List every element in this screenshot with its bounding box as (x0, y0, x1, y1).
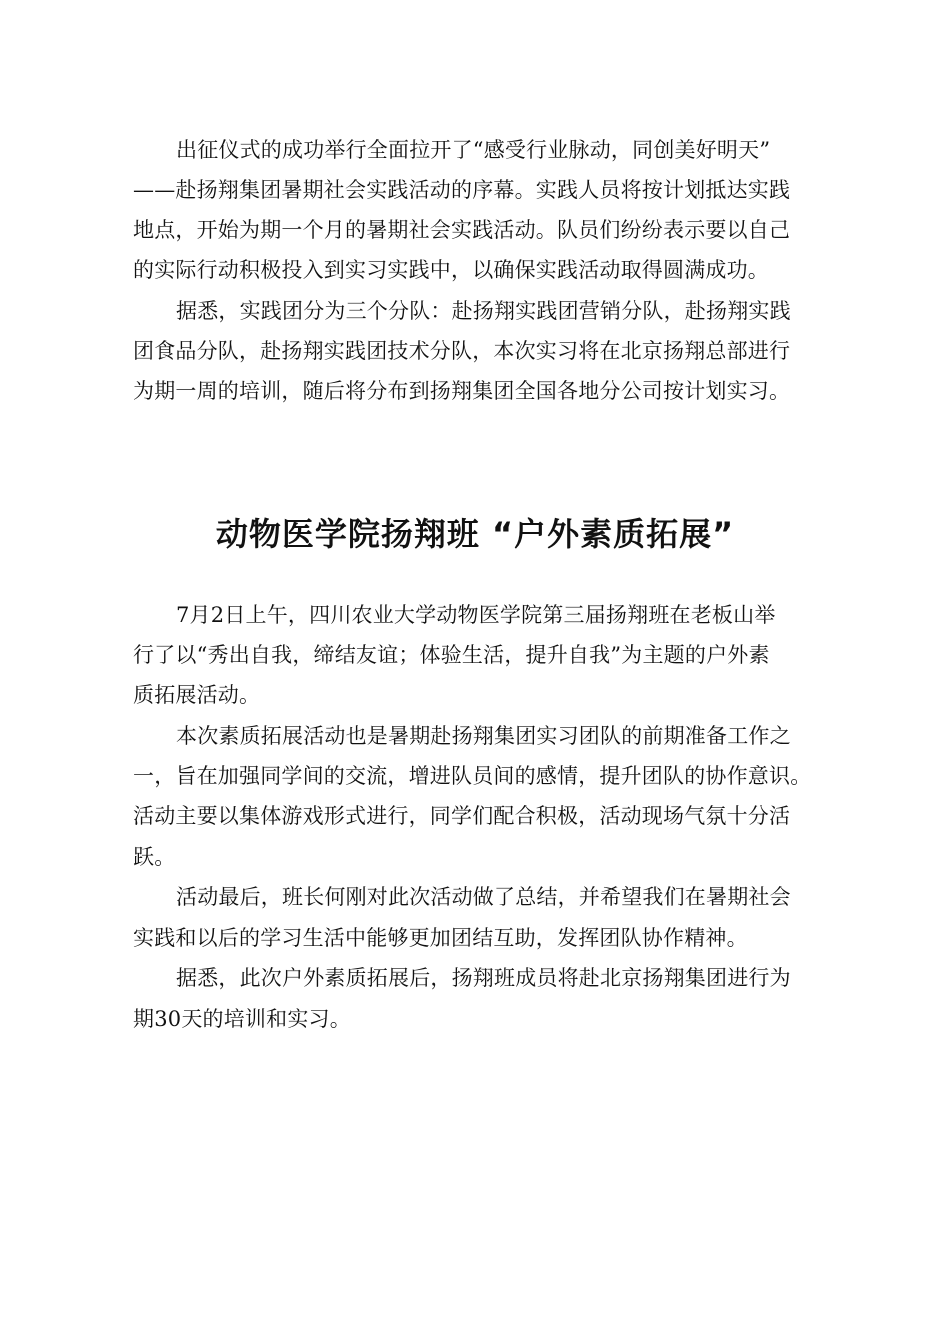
paragraph-line: 期30天的培训和实习。 (133, 1007, 351, 1031)
section-title: 动物医学院扬翔班 “户外素质拓展” (215, 515, 735, 553)
paragraph-line: 本次素质拓展活动也是暑期赴扬翔集团实习团队的前期准备工作之 (176, 724, 791, 748)
paragraph-line: 一，旨在加强同学间的交流，增进队员间的感情，提升团队的协作意识。 (133, 764, 812, 788)
paragraph-line: 质拓展活动。 (133, 683, 261, 707)
paragraph-line: 实践和以后的学习生活中能够更加团结互助，发挥团队协作精神。 (133, 926, 748, 950)
paragraph-line: 为期一周的培训，随后将分布到扬翔集团全国各地分公司按计划实习。 (133, 379, 791, 403)
paragraph-line: 出征仪式的成功举行全面拉开了“感受行业脉动，同创美好明天” (176, 138, 771, 162)
paragraph-line: 行了以“秀出自我，缔结友谊；体验生活，提升自我”为主题的户外素 (133, 643, 770, 667)
paragraph-line: 跃。 (133, 845, 176, 869)
paragraph-line: 7月2日上午，四川农业大学动物医学院第三届扬翔班在老板山举 (176, 603, 776, 627)
paragraph-line: 活动主要以集体游戏形式进行，同学们配合积极，活动现场气氛十分活 (133, 804, 791, 828)
paragraph-line: 据悉，实践团分为三个分队：赴扬翔实践团营销分队，赴扬翔实践 (176, 299, 791, 323)
paragraph-line: 团食品分队，赴扬翔实践团技术分队，本次实习将在北京扬翔总部进行 (133, 339, 791, 363)
paragraph-line: 活动最后，班长何刚对此次活动做了总结，并希望我们在暑期社会 (176, 885, 791, 909)
paragraph-line: 地点，开始为期一个月的暑期社会实践活动。队员们纷纷表示要以自己 (133, 218, 791, 242)
paragraph-line: 据悉，此次户外素质拓展后，扬翔班成员将赴北京扬翔集团进行为 (176, 966, 791, 990)
paragraph-line: ——赴扬翔集团暑期社会实践活动的序幕。实践人员将按计划抵达实践 (133, 178, 791, 202)
paragraph-line: 的实际行动积极投入到实习实践中，以确保实践活动取得圆满成功。 (133, 258, 769, 282)
